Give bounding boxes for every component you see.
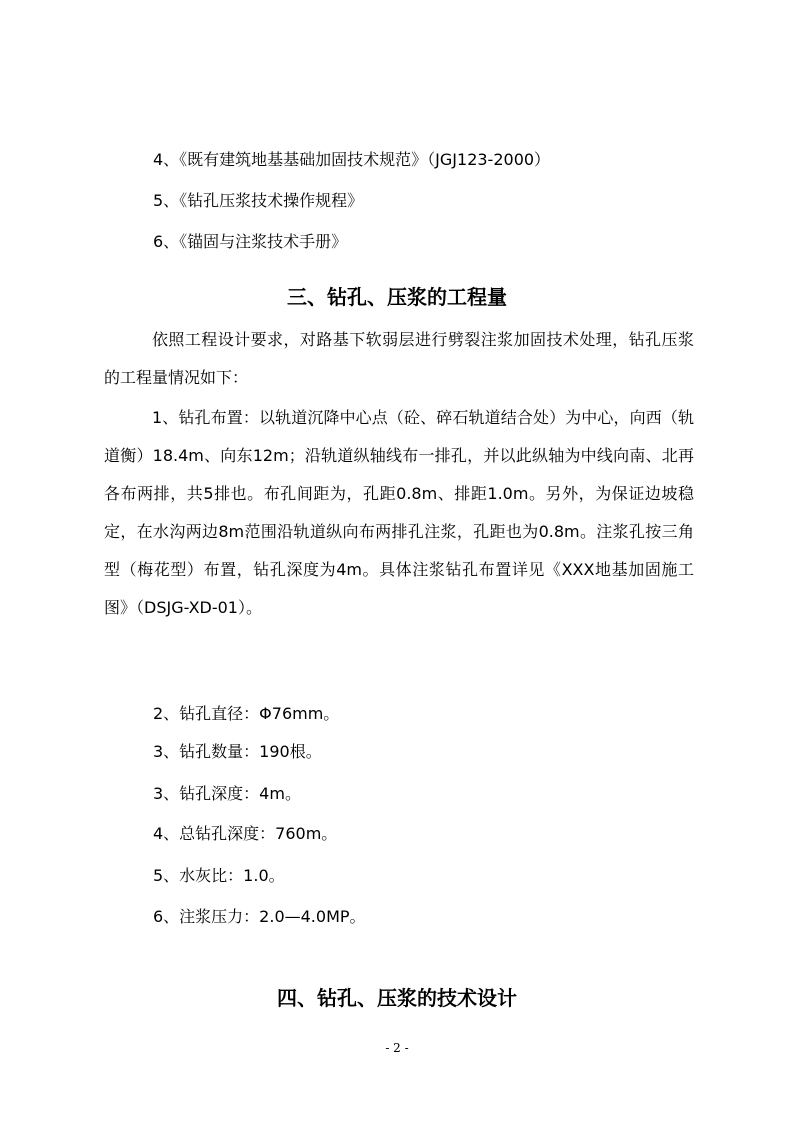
drilling-layout-paragraph: 1、钻孔布置：以轨道沉降中心点（砼、碎石轨道结合处）为中心，向西（轨道衡）18.4m、向东12m；沿轨道纵轴线布一排孔，并以此纵轴为中线向南、北再各布两排，共5排也。布孔间距为，孔距0.8m、排距1.0m。另外，为保证边坡稳定，在水沟两边8m范围沿轨道纵向布两排孔注浆，孔距也为0.8m。注浆孔按三角型（梅花型）布置，钻孔深度为4m。具体注浆钻孔布置详见《XXX地基加固施工图》（DSJG-XD-01）。 (104, 408, 694, 617)
section-heading: 三、钻孔、压浆的工程量 (287, 285, 507, 309)
spec-item: 3、钻孔数量：190根。 (153, 742, 322, 761)
spec-item: 2、钻孔直径：Φ76mm。 (153, 704, 340, 723)
page-number: - 2 - (385, 1041, 409, 1055)
spec-item: 5、水灰比：1.0。 (153, 866, 285, 885)
spec-item: 6、注浆压力：2.0—4.0MP。 (153, 907, 366, 926)
spec-item: 4、总钻孔深度：760m。 (153, 824, 338, 843)
section-heading: 四、钻孔、压浆的技术设计 (277, 986, 517, 1010)
spec-item: 3、钻孔深度：4m。 (153, 784, 301, 803)
reference-item: 6、《锚固与注浆技术手册》 (153, 232, 348, 251)
reference-item: 5、《钻孔压浆技术操作规程》 (153, 191, 364, 210)
reference-item: 4、《既有建筑地基基础加固技术规范》（JGJ123-2000） (153, 150, 551, 169)
intro-paragraph: 依照工程设计要求，对路基下软弱层进行劈裂注浆加固技术处理，钻孔压浆的工程量情况如下： (104, 330, 694, 387)
